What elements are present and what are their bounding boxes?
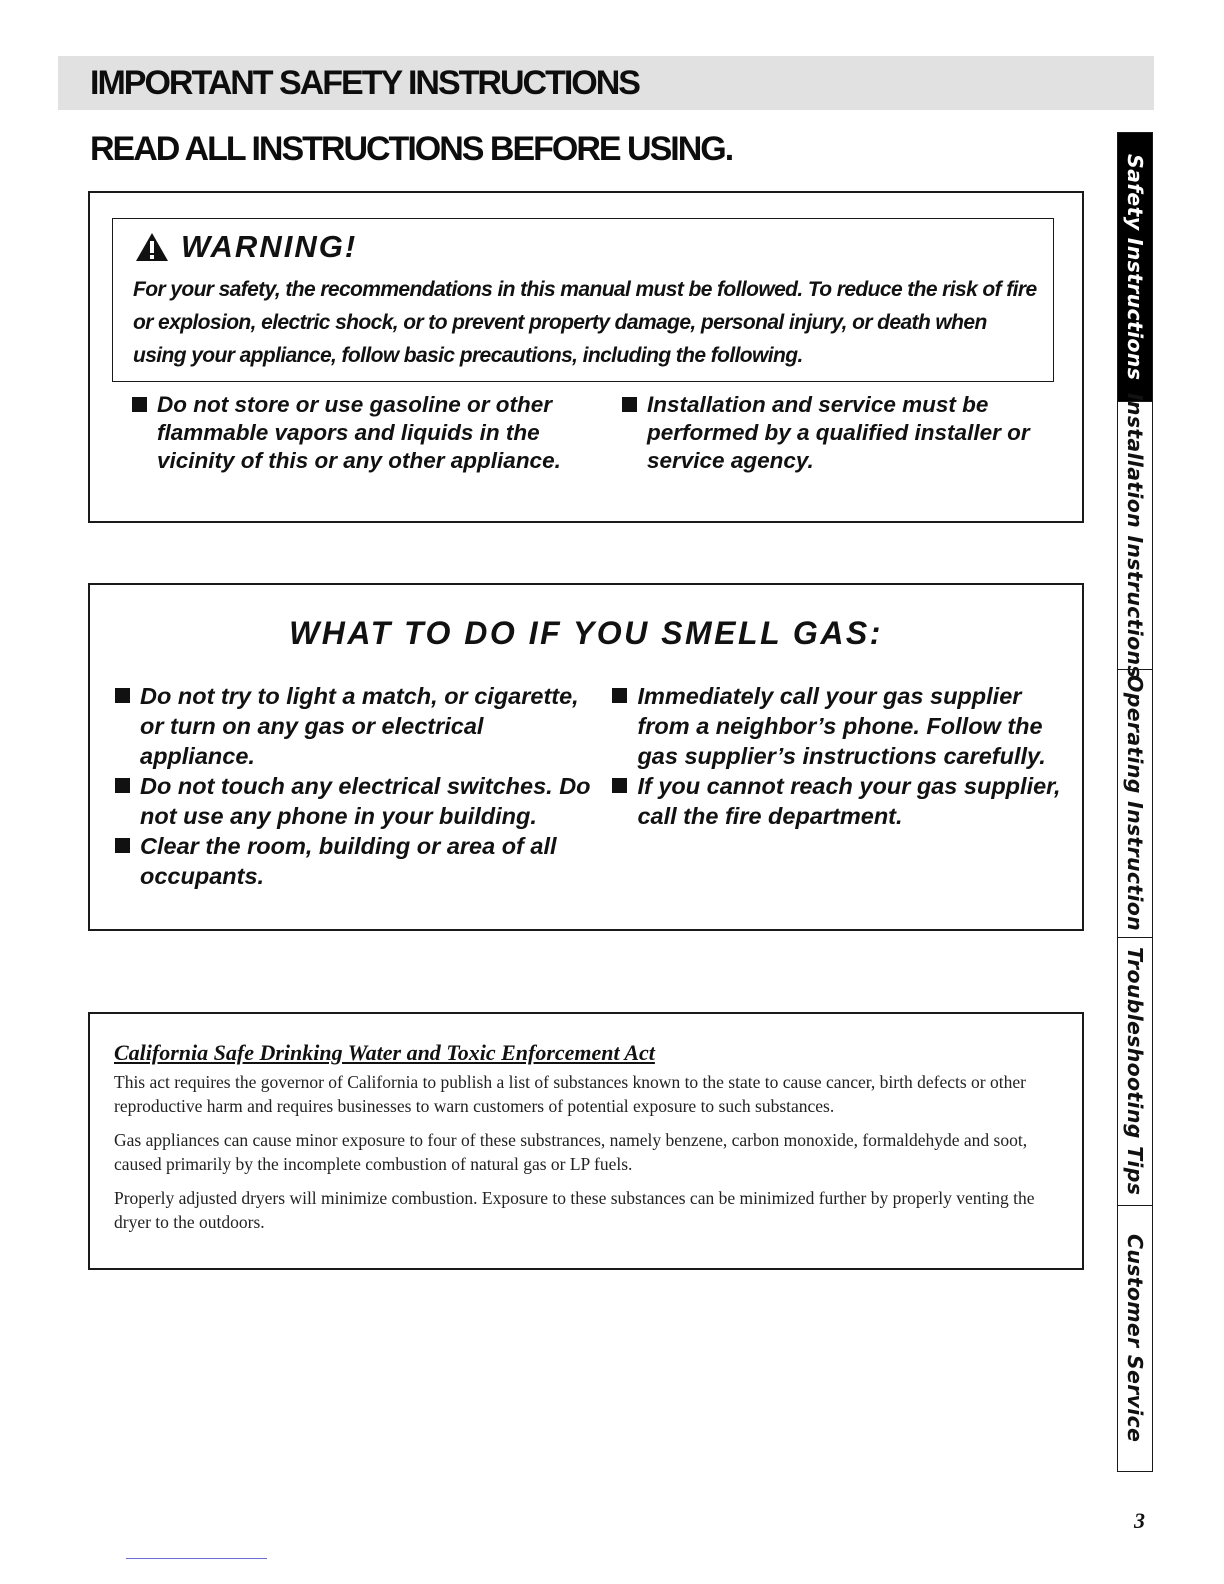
bullet-text: Do not try to light a match, or cigarette, or turn on any gas or electrical appliance. bbox=[140, 683, 579, 769]
warning-bullet-column-left bbox=[132, 391, 612, 475]
list-item bbox=[612, 681, 1075, 771]
warning-bullet-column-right bbox=[622, 391, 1067, 475]
tab-troubleshooting-tips[interactable] bbox=[1118, 937, 1152, 1205]
warning-box bbox=[88, 191, 1084, 523]
smell-gas-bullet-list bbox=[115, 681, 1075, 891]
header-bar bbox=[58, 56, 1154, 110]
tab-installation-instructions[interactable] bbox=[1118, 393, 1152, 678]
bullet-text: Installation and service must be performed by a qualified installer or service agency. bbox=[647, 392, 1030, 473]
smell-gas-title: WHAT TO DO IF YOU SMELL GAS: bbox=[289, 615, 883, 651]
tab-label: Safety Instructions bbox=[1123, 153, 1147, 381]
square-bullet-icon bbox=[115, 688, 130, 703]
warning-inner-box bbox=[112, 218, 1054, 382]
divider bbox=[126, 1558, 267, 1559]
tab-safety-instructions[interactable] bbox=[1118, 133, 1152, 401]
tab-label: Operating Instruction bbox=[1123, 675, 1147, 932]
tab-operating-instruction[interactable] bbox=[1118, 669, 1152, 937]
list-item bbox=[115, 831, 602, 891]
list-item bbox=[612, 771, 1075, 831]
warning-text: For your safety, the recommendations in this manual must be followed. To reduce the risk of fire or explosion, electric shock, or to prevent property damage, personal injury, or death when using your appliance, follow basic precautions, including the following. bbox=[133, 278, 1037, 367]
smell-gas-box bbox=[88, 583, 1084, 931]
list-item bbox=[622, 391, 1067, 475]
california-act-box bbox=[88, 1012, 1084, 1270]
california-act-body bbox=[114, 1040, 1074, 1244]
page-title: IMPORTANT SAFETY INSTRUCTIONS bbox=[90, 64, 639, 102]
warning-heading bbox=[135, 229, 357, 265]
gas-bullet-column-left bbox=[115, 681, 602, 891]
bullet-text: Do not touch any electrical switches. Do not use any phone in your building. bbox=[140, 773, 591, 829]
page-number: 3 bbox=[1134, 1508, 1145, 1533]
square-bullet-icon bbox=[132, 397, 147, 412]
square-bullet-icon bbox=[612, 688, 627, 703]
square-bullet-icon bbox=[622, 397, 637, 412]
california-paragraph: This act requires the governor of California to publish a list of substances known to the state to cause cancer, birth defects or other reproductive harm and requires businesses to warn customers of potential exposure to such substances. bbox=[114, 1072, 1026, 1116]
square-bullet-icon bbox=[612, 778, 627, 793]
warning-title: WARNING! bbox=[181, 229, 358, 264]
california-act-title: California Safe Drinking Water and Toxic Enforcement Act bbox=[114, 1040, 655, 1065]
section-tabs bbox=[1117, 132, 1153, 1472]
square-bullet-icon bbox=[115, 838, 130, 853]
bullet-text: Do not store or use gasoline or other flammable vapors and liquids in the vicinity of this or any other appliance. bbox=[157, 392, 561, 473]
california-paragraph: Gas appliances can cause minor exposure to four of these substrances, namely benzene, carbon monoxide, formaldehyde and soot, caused primarily by the incomplete combustion of natural gas or LP fuels. bbox=[114, 1130, 1028, 1174]
list-item bbox=[132, 391, 612, 475]
list-item bbox=[115, 681, 602, 771]
subheading: READ ALL INSTRUCTIONS BEFORE USING. bbox=[90, 130, 733, 168]
list-item bbox=[115, 771, 602, 831]
tab-label: Troubleshooting Tips bbox=[1123, 947, 1147, 1196]
bullet-text: Immediately call your gas supplier from a neighbor’s phone. Follow the gas supplier’s instructions carefully. bbox=[637, 683, 1046, 769]
tab-label: Installation Instructions bbox=[1123, 393, 1147, 678]
warning-bullet-list bbox=[132, 391, 1067, 475]
square-bullet-icon bbox=[115, 778, 130, 793]
gas-bullet-column-right bbox=[612, 681, 1075, 891]
california-paragraph: Properly adjusted dryers will minimize combustion. Exposure to these substances can be minimized further by properly venting the dryer to the outdoors. bbox=[114, 1188, 1035, 1232]
tab-label: Customer Service bbox=[1123, 1234, 1147, 1443]
tab-customer-service[interactable] bbox=[1118, 1205, 1152, 1471]
bullet-text: Clear the room, building or area of all occupants. bbox=[140, 833, 557, 889]
warning-triangle-icon bbox=[135, 232, 169, 262]
bullet-text: If you cannot reach your gas supplier, call the fire department. bbox=[637, 773, 1061, 829]
